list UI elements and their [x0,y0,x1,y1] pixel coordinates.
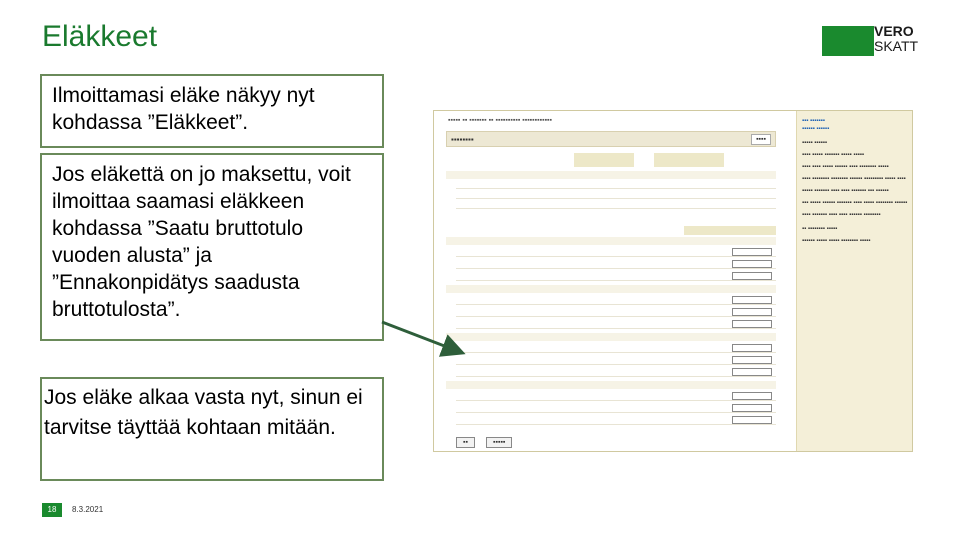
form-ok-button: ▪▪ [456,437,475,448]
form-image-area: ▪▪▪▪▪ ▪▪ ▪▪▪▪▪▪▪ ▪▪ ▪▪▪▪▪▪▪▪▪▪ ▪▪▪▪▪▪▪▪▪▪▪▪ ▪▪▪▪▪▪▪▪ ▪▪▪▪ ▪▪ ▪▪▪▪▪ [434,111,784,452]
vero-skatt-logo [822,24,922,56]
footer-date: 8.3.2021 [72,505,104,514]
form-cancel-button: ▪▪▪▪▪ [486,437,512,448]
logo-text-vero: VERO [874,23,914,39]
callout-box-1: Ilmoittamasi eläke näkyy nyt kohdassa ”Eläkkeet”. [40,74,384,148]
callout-box-3: Jos eläke alkaa vasta nyt, sinun ei tarvitse täyttää kohtaan mitään. [40,377,384,481]
callout-box-2: Jos eläkettä on jo maksettu, voit ilmoittaa saamasi eläkkeen kohdassa ”Saatu bruttotulo vuoden alusta” ja ”Ennakonpidätys saadusta bruttotulosta”. [40,153,384,341]
page-number: 18 [42,503,62,517]
embedded-form-screenshot [433,110,913,452]
form-help-sidebar: ▪▪▪ ▪▪▪▪▪▪▪ ▪▪▪▪▪▪ ▪▪▪▪▪▪ ▪▪▪▪▪ ▪▪▪▪▪▪ ▪▪▪▪ ▪▪▪▪▪ ▪▪▪▪▪▪▪ ▪▪▪▪▪ ▪▪▪▪▪ ▪▪▪▪ ▪▪▪▪ ▪▪▪▪▪ ▪▪▪▪▪▪ ▪▪▪▪ ▪▪▪▪▪▪▪▪ ▪▪▪▪▪ ▪▪▪▪ ▪▪▪▪▪▪▪▪ ▪▪▪▪▪▪▪▪ ▪▪▪▪▪▪ ▪▪▪▪▪▪▪▪▪ ▪▪▪▪▪ ▪▪▪▪ ▪▪▪▪▪ ▪▪▪▪▪▪▪ ▪▪▪▪ ▪▪▪▪ ▪▪▪▪▪▪▪ ▪▪▪ ▪▪▪▪▪▪ ▪▪▪ ▪▪▪▪▪ ▪▪▪▪▪▪ ▪▪▪▪▪▪▪ ▪▪▪▪ ▪▪▪▪▪ ▪▪▪▪▪▪▪▪ ▪▪▪▪▪▪ ▪▪▪▪ ▪▪▪▪▪▪▪ ▪▪▪▪ ▪▪▪▪ ▪▪▪▪▪▪ ▪▪▪▪▪▪▪▪ ▪▪ ▪▪▪▪▪▪▪▪ ▪▪▪▪▪ ▪▪▪▪▪▪ ▪▪▪▪▪ ▪▪▪▪▪ ▪▪▪▪▪▪▪▪ ▪▪▪▪▪ [796,111,913,452]
logo-mark-icon [822,26,874,56]
logo-text-skatt: SKATT [874,38,919,54]
slide-title: Eläkkeet [42,20,158,53]
